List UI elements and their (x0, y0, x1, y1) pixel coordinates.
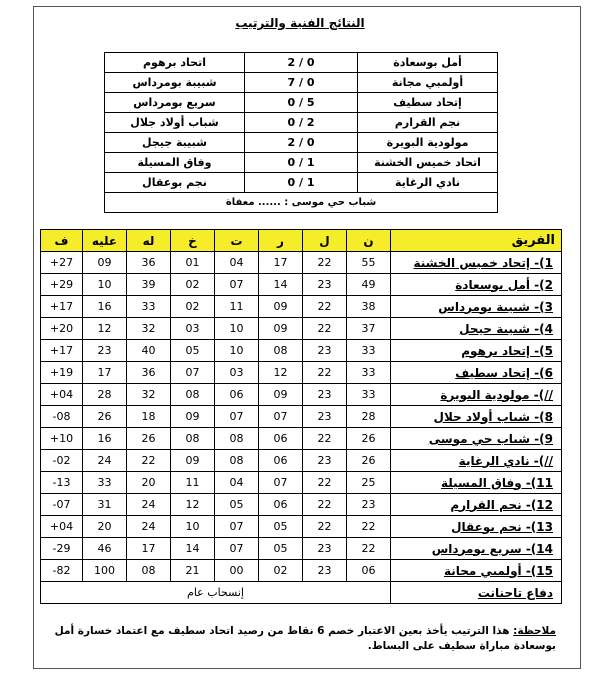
goals-against-cell: 09 (83, 252, 127, 274)
result-home-team: اتحاد خميس الخشنة (358, 153, 498, 173)
won-cell: 07 (259, 406, 303, 428)
result-score: 0 / 2 (245, 133, 358, 153)
standings-row (41, 450, 562, 472)
standings-row (41, 340, 562, 362)
lost-cell: 10 (171, 516, 215, 538)
goals-for-cell: 26 (127, 428, 171, 450)
points-cell: 55 (347, 252, 391, 274)
result-score: 1 / 0 (245, 173, 358, 193)
points-cell: 06 (347, 560, 391, 582)
team-name-cell: 12)- نجم القرارم (391, 494, 562, 516)
standings-row (41, 318, 562, 340)
result-row (105, 133, 498, 153)
goals-for-cell: 40 (127, 340, 171, 362)
team-name-cell: 8)- شباب أولاد جلال (391, 406, 562, 428)
lost-cell: 01 (171, 252, 215, 274)
played-cell: 23 (303, 560, 347, 582)
col-played: ل (303, 230, 347, 252)
col-team: الفريق (391, 230, 562, 252)
standings-row (41, 384, 562, 406)
goal-diff-cell: 17+ (41, 296, 83, 318)
result-home-team: مولودية البويرة (358, 133, 498, 153)
withdrawn-note: إنسحاب عام (41, 582, 391, 604)
lost-cell: 02 (171, 274, 215, 296)
played-cell: 22 (303, 318, 347, 340)
goals-for-cell: 08 (127, 560, 171, 582)
result-home-team: نادي الرغاية (358, 173, 498, 193)
goal-diff-cell: 10+ (41, 428, 83, 450)
played-cell: 22 (303, 362, 347, 384)
lost-cell: 09 (171, 450, 215, 472)
played-cell: 23 (303, 384, 347, 406)
points-cell: 33 (347, 362, 391, 384)
goal-diff-cell: 08- (41, 406, 83, 428)
result-home-team: أولمبي مجانة (358, 73, 498, 93)
draw-cell: 10 (215, 318, 259, 340)
won-cell: 08 (259, 340, 303, 362)
lost-cell: 11 (171, 472, 215, 494)
result-away-team: شباب أولاد جلال (105, 113, 245, 133)
goal-diff-cell: 04+ (41, 516, 83, 538)
standings-row (41, 296, 562, 318)
standings-row (41, 472, 562, 494)
goals-against-cell: 10 (83, 274, 127, 296)
result-score: 0 / 7 (245, 73, 358, 93)
standings-table (40, 229, 562, 604)
team-name-cell: 14)- سريع بومرداس (391, 538, 562, 560)
draw-cell: 08 (215, 450, 259, 472)
goals-against-cell: 17 (83, 362, 127, 384)
won-cell: 05 (259, 538, 303, 560)
played-cell: 22 (303, 494, 347, 516)
lost-cell: 07 (171, 362, 215, 384)
goals-for-cell: 18 (127, 406, 171, 428)
team-name-cell: 5)- إتحاد برهوم (391, 340, 562, 362)
points-cell: 23 (347, 494, 391, 516)
standings-row (41, 406, 562, 428)
goal-diff-cell: 29- (41, 538, 83, 560)
goal-diff-cell: 20+ (41, 318, 83, 340)
draw-cell: 04 (215, 252, 259, 274)
points-cell: 22 (347, 516, 391, 538)
goals-for-cell: 20 (127, 472, 171, 494)
col-goal-diff: ف (41, 230, 83, 252)
lost-cell: 08 (171, 428, 215, 450)
won-cell: 06 (259, 450, 303, 472)
won-cell: 12 (259, 362, 303, 384)
team-name-cell: 4)- شبيبة جيجل (391, 318, 562, 340)
draw-cell: 06 (215, 384, 259, 406)
played-cell: 22 (303, 516, 347, 538)
result-score: 5 / 0 (245, 93, 358, 113)
footnote-label: ملاحظة: (513, 625, 556, 637)
result-home-team: إتحاد سطيف (358, 93, 498, 113)
goal-diff-cell: 04+ (41, 384, 83, 406)
won-cell: 09 (259, 384, 303, 406)
team-name-cell: 3)- شبيبة بومرداس (391, 296, 562, 318)
team-name-cell: 2)- أمل بوسعادة (391, 274, 562, 296)
played-cell: 23 (303, 274, 347, 296)
team-name-cell: 1)- إتحاد خميس الخشنة (391, 252, 562, 274)
lost-cell: 09 (171, 406, 215, 428)
goals-against-cell: 20 (83, 516, 127, 538)
points-cell: 38 (347, 296, 391, 318)
result-away-team: نجم بوعقال (105, 173, 245, 193)
result-score: 1 / 0 (245, 153, 358, 173)
goals-against-cell: 26 (83, 406, 127, 428)
results-table (104, 52, 498, 213)
draw-cell: 08 (215, 428, 259, 450)
played-cell: 22 (303, 472, 347, 494)
won-cell: 06 (259, 494, 303, 516)
goals-for-cell: 33 (127, 296, 171, 318)
goals-for-cell: 32 (127, 318, 171, 340)
standings-row (41, 274, 562, 296)
result-score: 0 / 2 (245, 53, 358, 73)
team-name-cell: //)- نادي الرغاية (391, 450, 562, 472)
result-home-team: أمل بوسعادة (358, 53, 498, 73)
goal-diff-cell: 13- (41, 472, 83, 494)
goals-for-cell: 22 (127, 450, 171, 472)
goal-diff-cell: 82- (41, 560, 83, 582)
footnote-text: هذا الترتيب يأخذ بعين الاعتبار خصم 6 نقاط من رصيد اتحاد سطيف مع اعتماد خسارة أمل بوسعادة مباراة سطيف على البساط. (54, 625, 556, 652)
goals-for-cell: 36 (127, 362, 171, 384)
standings-row (41, 362, 562, 384)
standings-row (41, 494, 562, 516)
draw-cell: 07 (215, 538, 259, 560)
won-cell: 06 (259, 428, 303, 450)
points-cell: 37 (347, 318, 391, 340)
team-name-cell: 15)- أولمبي مجانة (391, 560, 562, 582)
standings-row (41, 252, 562, 274)
result-row (105, 153, 498, 173)
goals-for-cell: 24 (127, 494, 171, 516)
points-cell: 26 (347, 428, 391, 450)
goal-diff-cell: 07- (41, 494, 83, 516)
result-row (105, 113, 498, 133)
col-goals-for: له (127, 230, 171, 252)
result-row (105, 73, 498, 93)
goal-diff-cell: 17+ (41, 340, 83, 362)
points-cell: 26 (347, 450, 391, 472)
col-lost: خ (171, 230, 215, 252)
draw-cell: 05 (215, 494, 259, 516)
result-row (105, 173, 498, 193)
played-cell: 22 (303, 252, 347, 274)
goals-against-cell: 16 (83, 428, 127, 450)
points-cell: 33 (347, 384, 391, 406)
played-cell: 23 (303, 406, 347, 428)
goals-against-cell: 31 (83, 494, 127, 516)
lost-cell: 03 (171, 318, 215, 340)
won-cell: 02 (259, 560, 303, 582)
won-cell: 17 (259, 252, 303, 274)
withdrawn-row (41, 582, 562, 604)
lost-cell: 02 (171, 296, 215, 318)
bye-note: شباب حي موسى : ...... معفاة (105, 193, 498, 213)
goals-against-cell: 16 (83, 296, 127, 318)
standings-row (41, 428, 562, 450)
col-points: ن (347, 230, 391, 252)
played-cell: 23 (303, 538, 347, 560)
standings-header (41, 230, 562, 252)
lost-cell: 08 (171, 384, 215, 406)
goals-against-cell: 33 (83, 472, 127, 494)
lost-cell: 21 (171, 560, 215, 582)
won-cell: 09 (259, 318, 303, 340)
goals-for-cell: 32 (127, 384, 171, 406)
played-cell: 23 (303, 340, 347, 362)
footnote (48, 624, 556, 654)
team-name-cell: 13)- نجم بوعقال (391, 516, 562, 538)
standings-row (41, 560, 562, 582)
goals-for-cell: 24 (127, 516, 171, 538)
col-draw: ت (215, 230, 259, 252)
goals-against-cell: 12 (83, 318, 127, 340)
withdrawn-team: دفاع تاجنانت (391, 582, 562, 604)
draw-cell: 11 (215, 296, 259, 318)
result-away-team: سريع بومرداس (105, 93, 245, 113)
page-title: النتائج الفنية والترتيب (235, 16, 365, 30)
result-score: 2 / 0 (245, 113, 358, 133)
draw-cell: 00 (215, 560, 259, 582)
result-row (105, 53, 498, 73)
goal-diff-cell: 27+ (41, 252, 83, 274)
points-cell: 25 (347, 472, 391, 494)
result-row (105, 93, 498, 113)
draw-cell: 07 (215, 516, 259, 538)
won-cell: 14 (259, 274, 303, 296)
result-away-team: شبيبة بومرداس (105, 73, 245, 93)
goals-against-cell: 23 (83, 340, 127, 362)
result-away-team: اتحاد برهوم (105, 53, 245, 73)
points-cell: 28 (347, 406, 391, 428)
won-cell: 07 (259, 472, 303, 494)
team-name-cell: //)- مولودية البويرة (391, 384, 562, 406)
goal-diff-cell: 29+ (41, 274, 83, 296)
goals-for-cell: 36 (127, 252, 171, 274)
team-name-cell: 9)- شباب حي موسى (391, 428, 562, 450)
goals-against-cell: 46 (83, 538, 127, 560)
won-cell: 09 (259, 296, 303, 318)
team-name-cell: 11)- وفاق المسيلة (391, 472, 562, 494)
played-cell: 23 (303, 450, 347, 472)
draw-cell: 07 (215, 406, 259, 428)
draw-cell: 04 (215, 472, 259, 494)
standings-row (41, 538, 562, 560)
won-cell: 05 (259, 516, 303, 538)
lost-cell: 05 (171, 340, 215, 362)
goals-for-cell: 17 (127, 538, 171, 560)
result-home-team: نجم القرارم (358, 113, 498, 133)
lost-cell: 12 (171, 494, 215, 516)
goals-for-cell: 39 (127, 274, 171, 296)
goal-diff-cell: 19+ (41, 362, 83, 384)
points-cell: 49 (347, 274, 391, 296)
goals-against-cell: 28 (83, 384, 127, 406)
points-cell: 33 (347, 340, 391, 362)
lost-cell: 14 (171, 538, 215, 560)
standings-row (41, 516, 562, 538)
col-won: ر (259, 230, 303, 252)
points-cell: 22 (347, 538, 391, 560)
goals-against-cell: 100 (83, 560, 127, 582)
goal-diff-cell: 02- (41, 450, 83, 472)
col-goals-against: عليه (83, 230, 127, 252)
draw-cell: 07 (215, 274, 259, 296)
played-cell: 22 (303, 296, 347, 318)
goals-against-cell: 24 (83, 450, 127, 472)
result-away-team: وفاق المسيلة (105, 153, 245, 173)
draw-cell: 03 (215, 362, 259, 384)
result-away-team: شبيبة جيجل (105, 133, 245, 153)
team-name-cell: 6)- إتحاد سطيف (391, 362, 562, 384)
played-cell: 22 (303, 428, 347, 450)
draw-cell: 10 (215, 340, 259, 362)
